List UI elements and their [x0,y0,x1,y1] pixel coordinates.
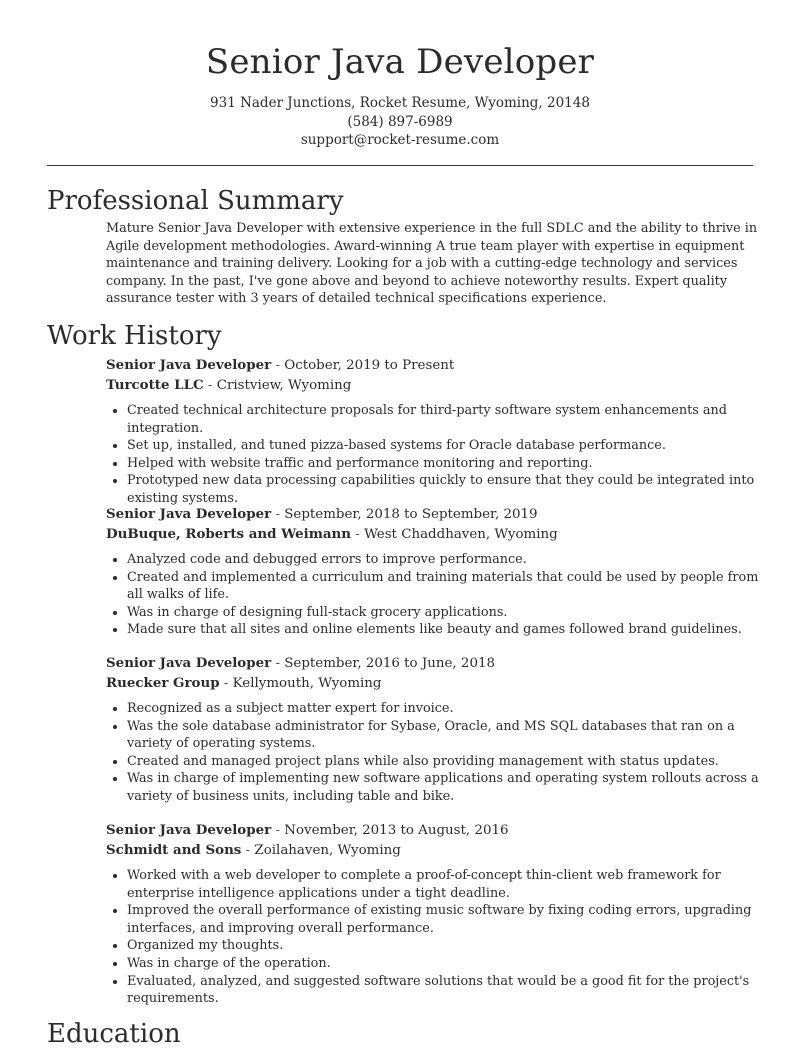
job-dates: November, 2013 to August, 2016 [284,823,509,838]
contact-email: support@rocket-resume.com [300,132,500,148]
contact-address: 931 Nader Junctions, Rocket Resume, Wyoming, 20148 [210,95,590,111]
job-bullet: • Improved the overall performance of existing music software by fixing coding errors, upgrading interfaces, and improving overall performance. [127,902,767,937]
job-dates: September, 2016 to June, 2018 [284,656,496,671]
job-company: DuBuque, Roberts and Weimann [106,525,352,542]
job-bullets [106,867,767,1008]
job-company: Schmidt and Sons [106,841,242,858]
job-bullets [106,551,767,639]
job-company: Turcotte LLC [106,376,204,393]
job-entry [106,821,766,1008]
job-location: West Chaddhaven, Wyoming [364,526,558,542]
job-bullet: • Worked with a web developer to complete a proof-of-concept thin-client web framework for enterprise intelligence applications under a tight deadline. [127,867,767,902]
job-bullet: • Set up, installed, and tuned pizza-based systems for Oracle database performance. [127,437,767,455]
job-company-line [106,841,766,861]
job-title-line [106,505,766,525]
job-company: Ruecker Group [106,674,220,691]
job-bullets [106,700,767,806]
job-dates: September, 2018 to September, 2019 [284,507,538,522]
job-bullets [106,402,767,508]
job-bullet: • Was the sole database administrator for Sybase, Oracle, and MS SQL databases that ran on a variety of operating systems. [127,718,767,753]
job-bullet: • Helped with website traffic and performance monitoring and reporting. [127,455,767,473]
job-bullet: • Was in charge of designing full-stack grocery applications. [127,604,767,622]
separator: - [271,358,285,373]
header-divider [47,165,753,166]
job-title: Senior Java Developer [106,655,272,671]
job-location: Kellymouth, Wyoming [232,675,382,691]
separator: - [241,842,255,858]
job-title-line [106,821,766,841]
job-entry [106,505,766,639]
job-bullet: • Made sure that all sites and online elements like beauty and games followed brand guidelines. [127,621,767,639]
section-heading-work-history: Work History [47,321,222,351]
job-title: Senior Java Developer [106,357,272,373]
job-company-line [106,376,766,396]
section-heading-summary: Professional Summary [47,186,344,216]
job-bullet: • Created and managed project plans while also providing management with status updates. [127,753,767,771]
contact-phone: (584) 897-6989 [347,114,453,130]
job-entry [106,356,766,508]
job-bullet: • Created technical architecture proposals for third-party software system enhancements and integration. [127,402,767,437]
separator: - [271,507,285,522]
separator: - [203,377,217,393]
job-title-line [106,356,766,376]
job-bullet: • Prototyped new data processing capabilities quickly to ensure that they could be integrated into existing systems. [127,472,767,507]
job-bullet: • Was in charge of the operation. [127,955,767,973]
job-title-line [106,654,766,674]
resume-title: Senior Java Developer [205,42,595,82]
separator: - [271,823,285,838]
job-bullet: • Analyzed code and debugged errors to improve performance. [127,551,767,569]
summary-text: Mature Senior Java Developer with extensive experience in the full SDLC and the ability to thrive in Agile development methodologies. Award-winning A true team player with expertise in equipment maintenance and training delivery. Looking for a job with a cutting-edge technology and services company. In the past, I've gone above and beyond to achieve noteworthy results. Expert quality assurance tester with 3 years of detailed technical specifications experience. [106,221,758,307]
separator: - [351,526,365,542]
job-bullet: • Organized my thoughts. [127,937,767,955]
job-entry [106,654,766,806]
job-title: Senior Java Developer [106,822,272,838]
section-heading-education: Education [47,1019,181,1049]
job-location: Zoilahaven, Wyoming [254,842,401,858]
job-company-line [106,674,766,694]
job-dates: October, 2019 to Present [284,358,455,373]
job-bullet: • Was in charge of implementing new software applications and operating system rollouts across a variety of business units, including table and bike. [127,770,767,805]
job-location: Cristview, Wyoming [216,377,352,393]
separator: - [271,656,285,671]
job-company-line [106,525,766,545]
job-bullet: • Recognized as a subject matter expert for invoice. [127,700,767,718]
job-title: Senior Java Developer [106,506,272,522]
job-bullet: • Evaluated, analyzed, and suggested software solutions that would be a good fit for the project's requirements. [127,973,767,1008]
separator: - [219,675,233,691]
job-bullet: • Created and implemented a curriculum and training materials that could be used by people from all walks of life. [127,569,767,604]
